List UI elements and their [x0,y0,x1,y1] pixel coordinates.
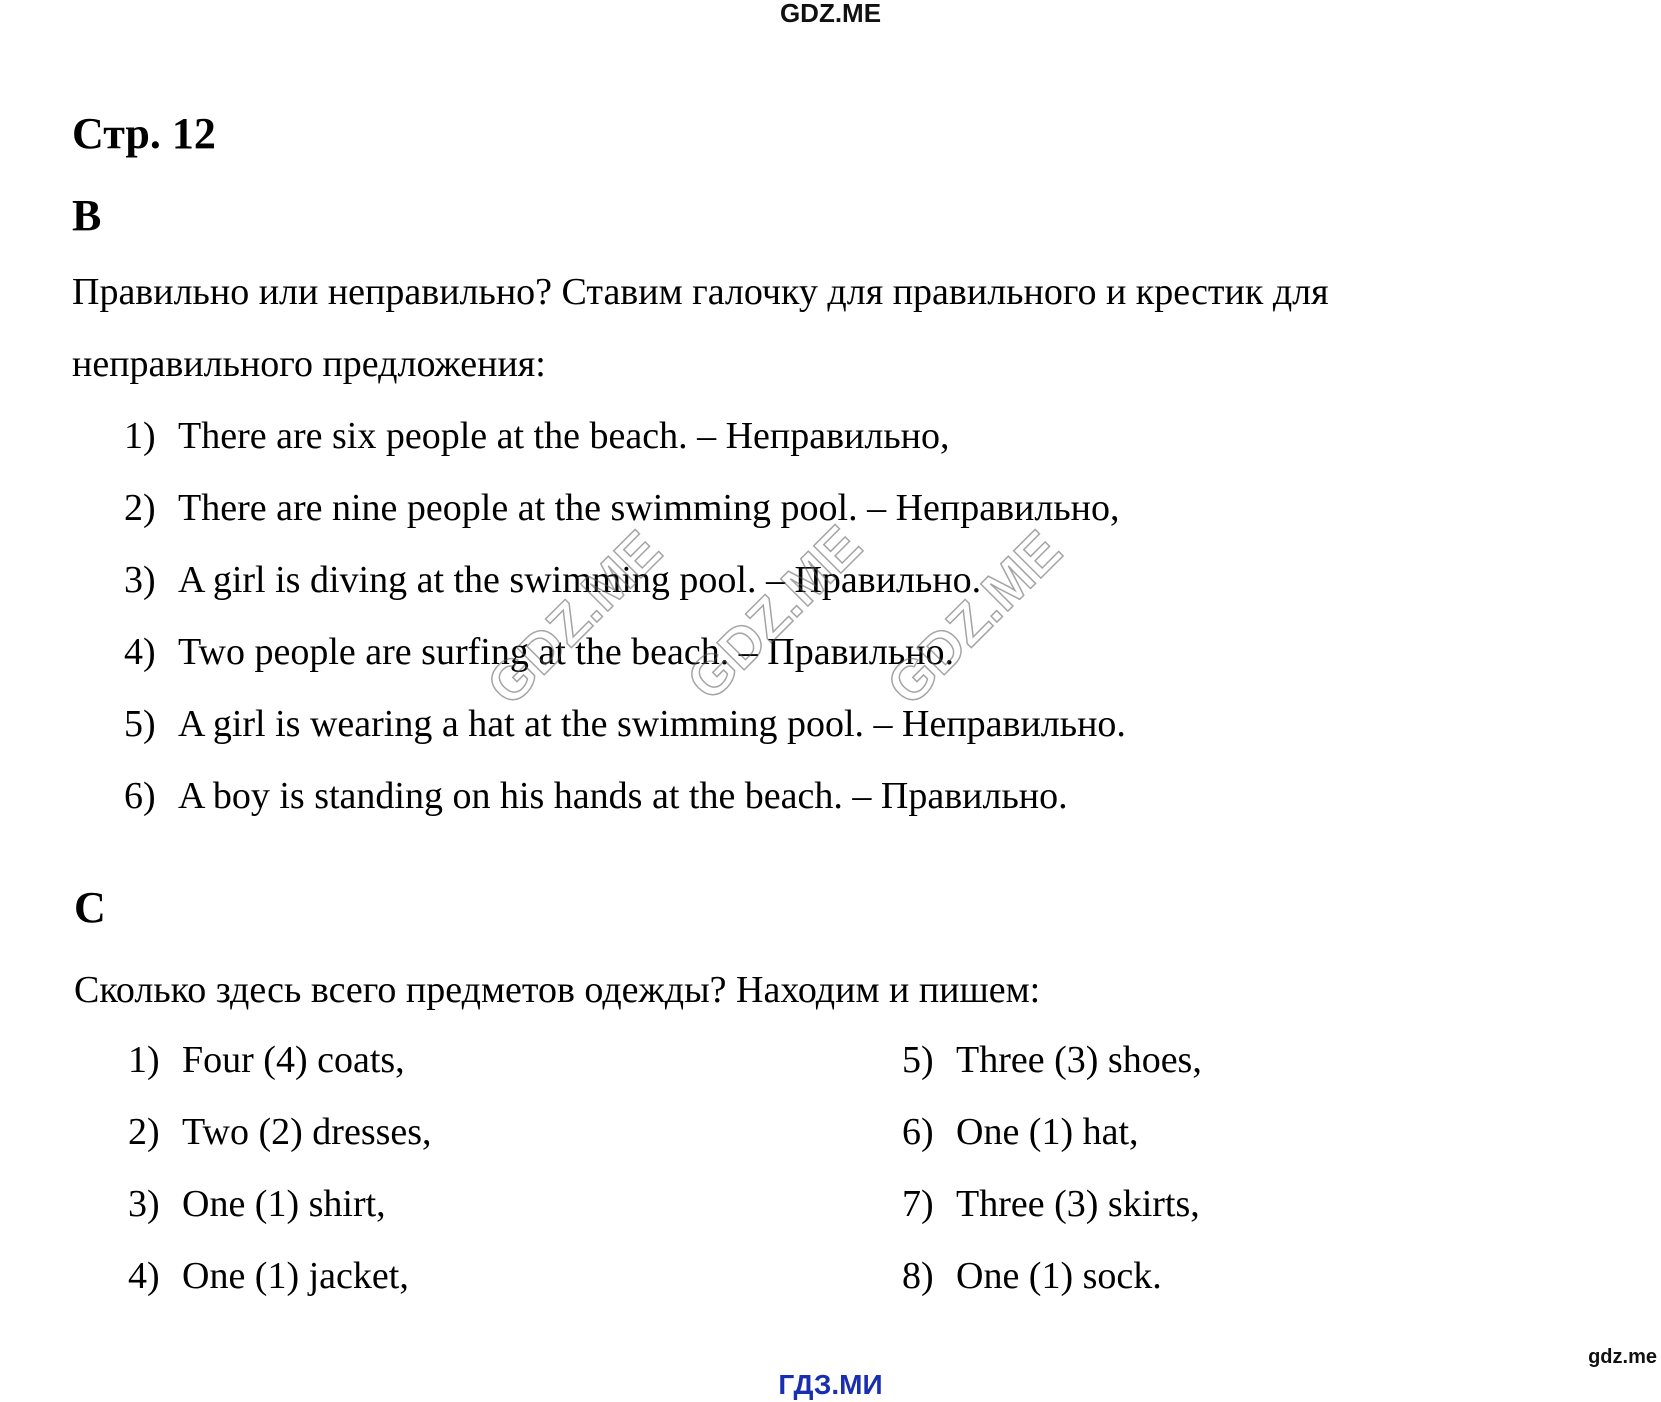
item-text: A boy is standing on his hands at the beach. – Правильно. [178,775,1068,817]
item-text: There are nine people at the swimming pool. – Неправильно, [178,487,1120,529]
item-text: Two people are surfing at the beach. – Правильно. [178,631,954,673]
item-text: One (1) sock. [956,1255,1162,1297]
list-item [902,1096,1202,1168]
item-number: 8) [902,1255,934,1297]
site-footer: ГДЗ.МИ [778,1369,883,1400]
site-header: GDZ.ME [779,0,882,28]
item-number: 1) [124,415,156,457]
item-number: 1) [128,1039,160,1081]
item-number: 2) [124,487,156,529]
item-text: Two (2) dresses, [182,1111,432,1153]
item-text: A girl is diving at the swimming pool. – Правильно. [178,559,982,601]
section-b-letter: B [72,191,102,240]
item-text: One (1) hat, [956,1111,1139,1153]
section-c-answer-list-left [128,1024,432,1312]
item-text: Three (3) shoes, [956,1039,1202,1081]
item-text: There are six people at the beach. – Неправильно, [178,415,950,457]
list-item [124,616,1126,688]
page-title: Стр. 12 [72,109,216,158]
list-item [902,1168,1202,1240]
list-item [124,688,1126,760]
watermark-text: GDZ.ME [474,518,674,717]
item-number: 6) [902,1111,934,1153]
item-number: 2) [128,1111,160,1153]
list-item [128,1096,432,1168]
item-number: 4) [128,1255,160,1297]
item-text: Four (4) coats, [182,1039,405,1081]
item-number: 7) [902,1183,934,1225]
list-item [124,544,1126,616]
list-item [124,472,1126,544]
section-b-answer-list [124,400,1126,832]
section-c-letter: C [74,883,106,932]
item-text: One (1) jacket, [182,1255,409,1297]
item-number: 3) [128,1183,160,1225]
watermark-text: GDZ.ME [674,513,874,712]
item-number: 3) [124,559,156,601]
item-text: A girl is wearing a hat at the swimming pool. – Неправильно. [178,703,1126,745]
list-item [902,1024,1202,1096]
item-number: 6) [124,775,156,817]
corner-watermark: gdz.me [1588,1346,1657,1368]
list-item [128,1168,432,1240]
watermark-text: GDZ.ME [874,518,1074,717]
list-item [124,760,1126,832]
item-number: 5) [124,703,156,745]
list-item [128,1240,432,1312]
item-text: Three (3) skirts, [956,1183,1200,1225]
section-c-instruction: Сколько здесь всего предметов одежды? Находим и пишем: [74,969,1041,1011]
section-b-instruction: Правильно или неправильно? Ставим галочку для правильного и крестик для неправильного предложения: [72,271,1329,385]
list-item [124,400,1126,472]
item-number: 4) [124,631,156,673]
section-c-answer-list-right [902,1024,1202,1312]
list-item [128,1024,432,1096]
item-number: 5) [902,1039,934,1081]
item-text: One (1) shirt, [182,1183,386,1225]
list-item [902,1240,1202,1312]
